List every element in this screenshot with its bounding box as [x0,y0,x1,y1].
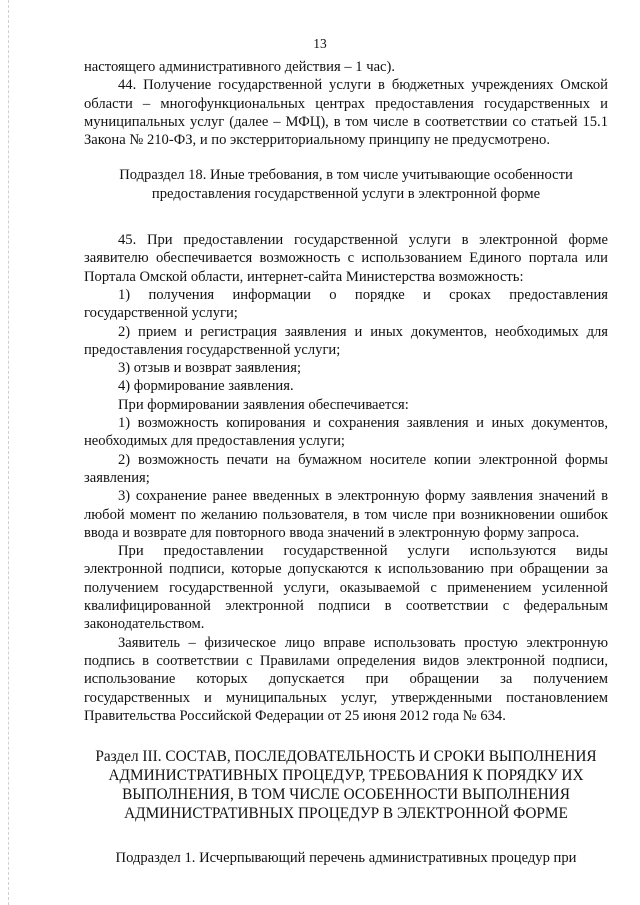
form-item-2: 2) возможность печати на бумажном носителе копии электронной формы заявления; [84,451,608,486]
document-body [84,58,608,867]
paragraph-form-intro: При формировании заявления обеспечивается: [118,396,409,413]
paragraph-44: 44. Получение государственной услуги в бюджетных учреждениях Омской области – многофункциональных центрах предоставления государственных и муниципальных услуг (далее – МФЦ), в том числе в соответствии со статьей 15.1 Закона № 210-ФЗ, и по экстерриториальному принципу не предусмотрено. [84,77,608,149]
list-item-2: 2) прием и регистрация заявления и иных документов, необходимых для предоставления государственной услуги; [84,323,608,358]
paragraph-continuation: настоящего административного действия – 1 час). [84,59,396,75]
list-item-3: 3) отзыв и возврат заявления; [118,360,301,377]
paragraph-signature: При предоставлении государственной услуги используются виды электронной подписи, которые допускаются к использованию при обращении за получением государственной услуги, оказываемой с применением усиленной квалифицированной электронной подписи в соответствии с федеральным законодательством. [84,543,608,633]
list-item-1: 1) получения информации о порядке и сроках предоставления государственной услуги; [84,286,608,322]
paragraph-applicant: Заявитель – физическое лицо вправе использовать простую электронную подпись в соответствии с Правилами определения видов электронной подписи, использование которых допускается при обращении за получением государственных и муниципальных услуг, утвержденными постановлением Правительства Российской Федерации от 25 июня 2012 года № 634. [84,634,608,724]
form-item-1: 1) возможность копирования и сохранения заявления и иных документов, необходимых для предоставления услуги; [84,415,608,450]
form-item-3: 3) сохранение ранее введенных в электронную форму заявления значений в любой момент по желанию пользователя, в том числе при возникновении ошибок ввода и возврате для повторного ввода значений в электронную форму запроса. [84,488,608,541]
paragraph-45: 45. При предоставлении государственной услуги в электронной форме заявителю обеспечивается возможность с использованием Единого портала или Портала Омской области, интернет-сайта Министерства возможность: [84,232,608,285]
section-3-heading: Раздел III. СОСТАВ, ПОСЛЕДОВАТЕЛЬНОСТЬ И СРОКИ ВЫПОЛНЕНИЯ АДМИНИСТРАТИВНЫХ ПРОЦЕДУР, ТРЕБОВАНИЯ К ПОРЯДКУ ИХ ВЫПОЛНЕНИЯ, В ТОМ ЧИСЛЕ ОСОБЕННОСТИ ВЫПОЛНЕНИЯ АДМИНИСТРАТИВНЫХ ПРОЦЕДУР В ЭЛЕКТРОННОЙ ФОРМЕ [95,748,597,823]
subsection-18-heading: Подраздел 18. Иные требования, в том числе учитывающие особенности предоставления государственной услуги в электронной форме [119,167,573,202]
list-item-4: 4) формирование заявления. [118,378,294,395]
subsection-1-heading: Подраздел 1. Исчерпывающий перечень административных процедур при [115,850,577,867]
page-number: 13 [313,36,327,51]
